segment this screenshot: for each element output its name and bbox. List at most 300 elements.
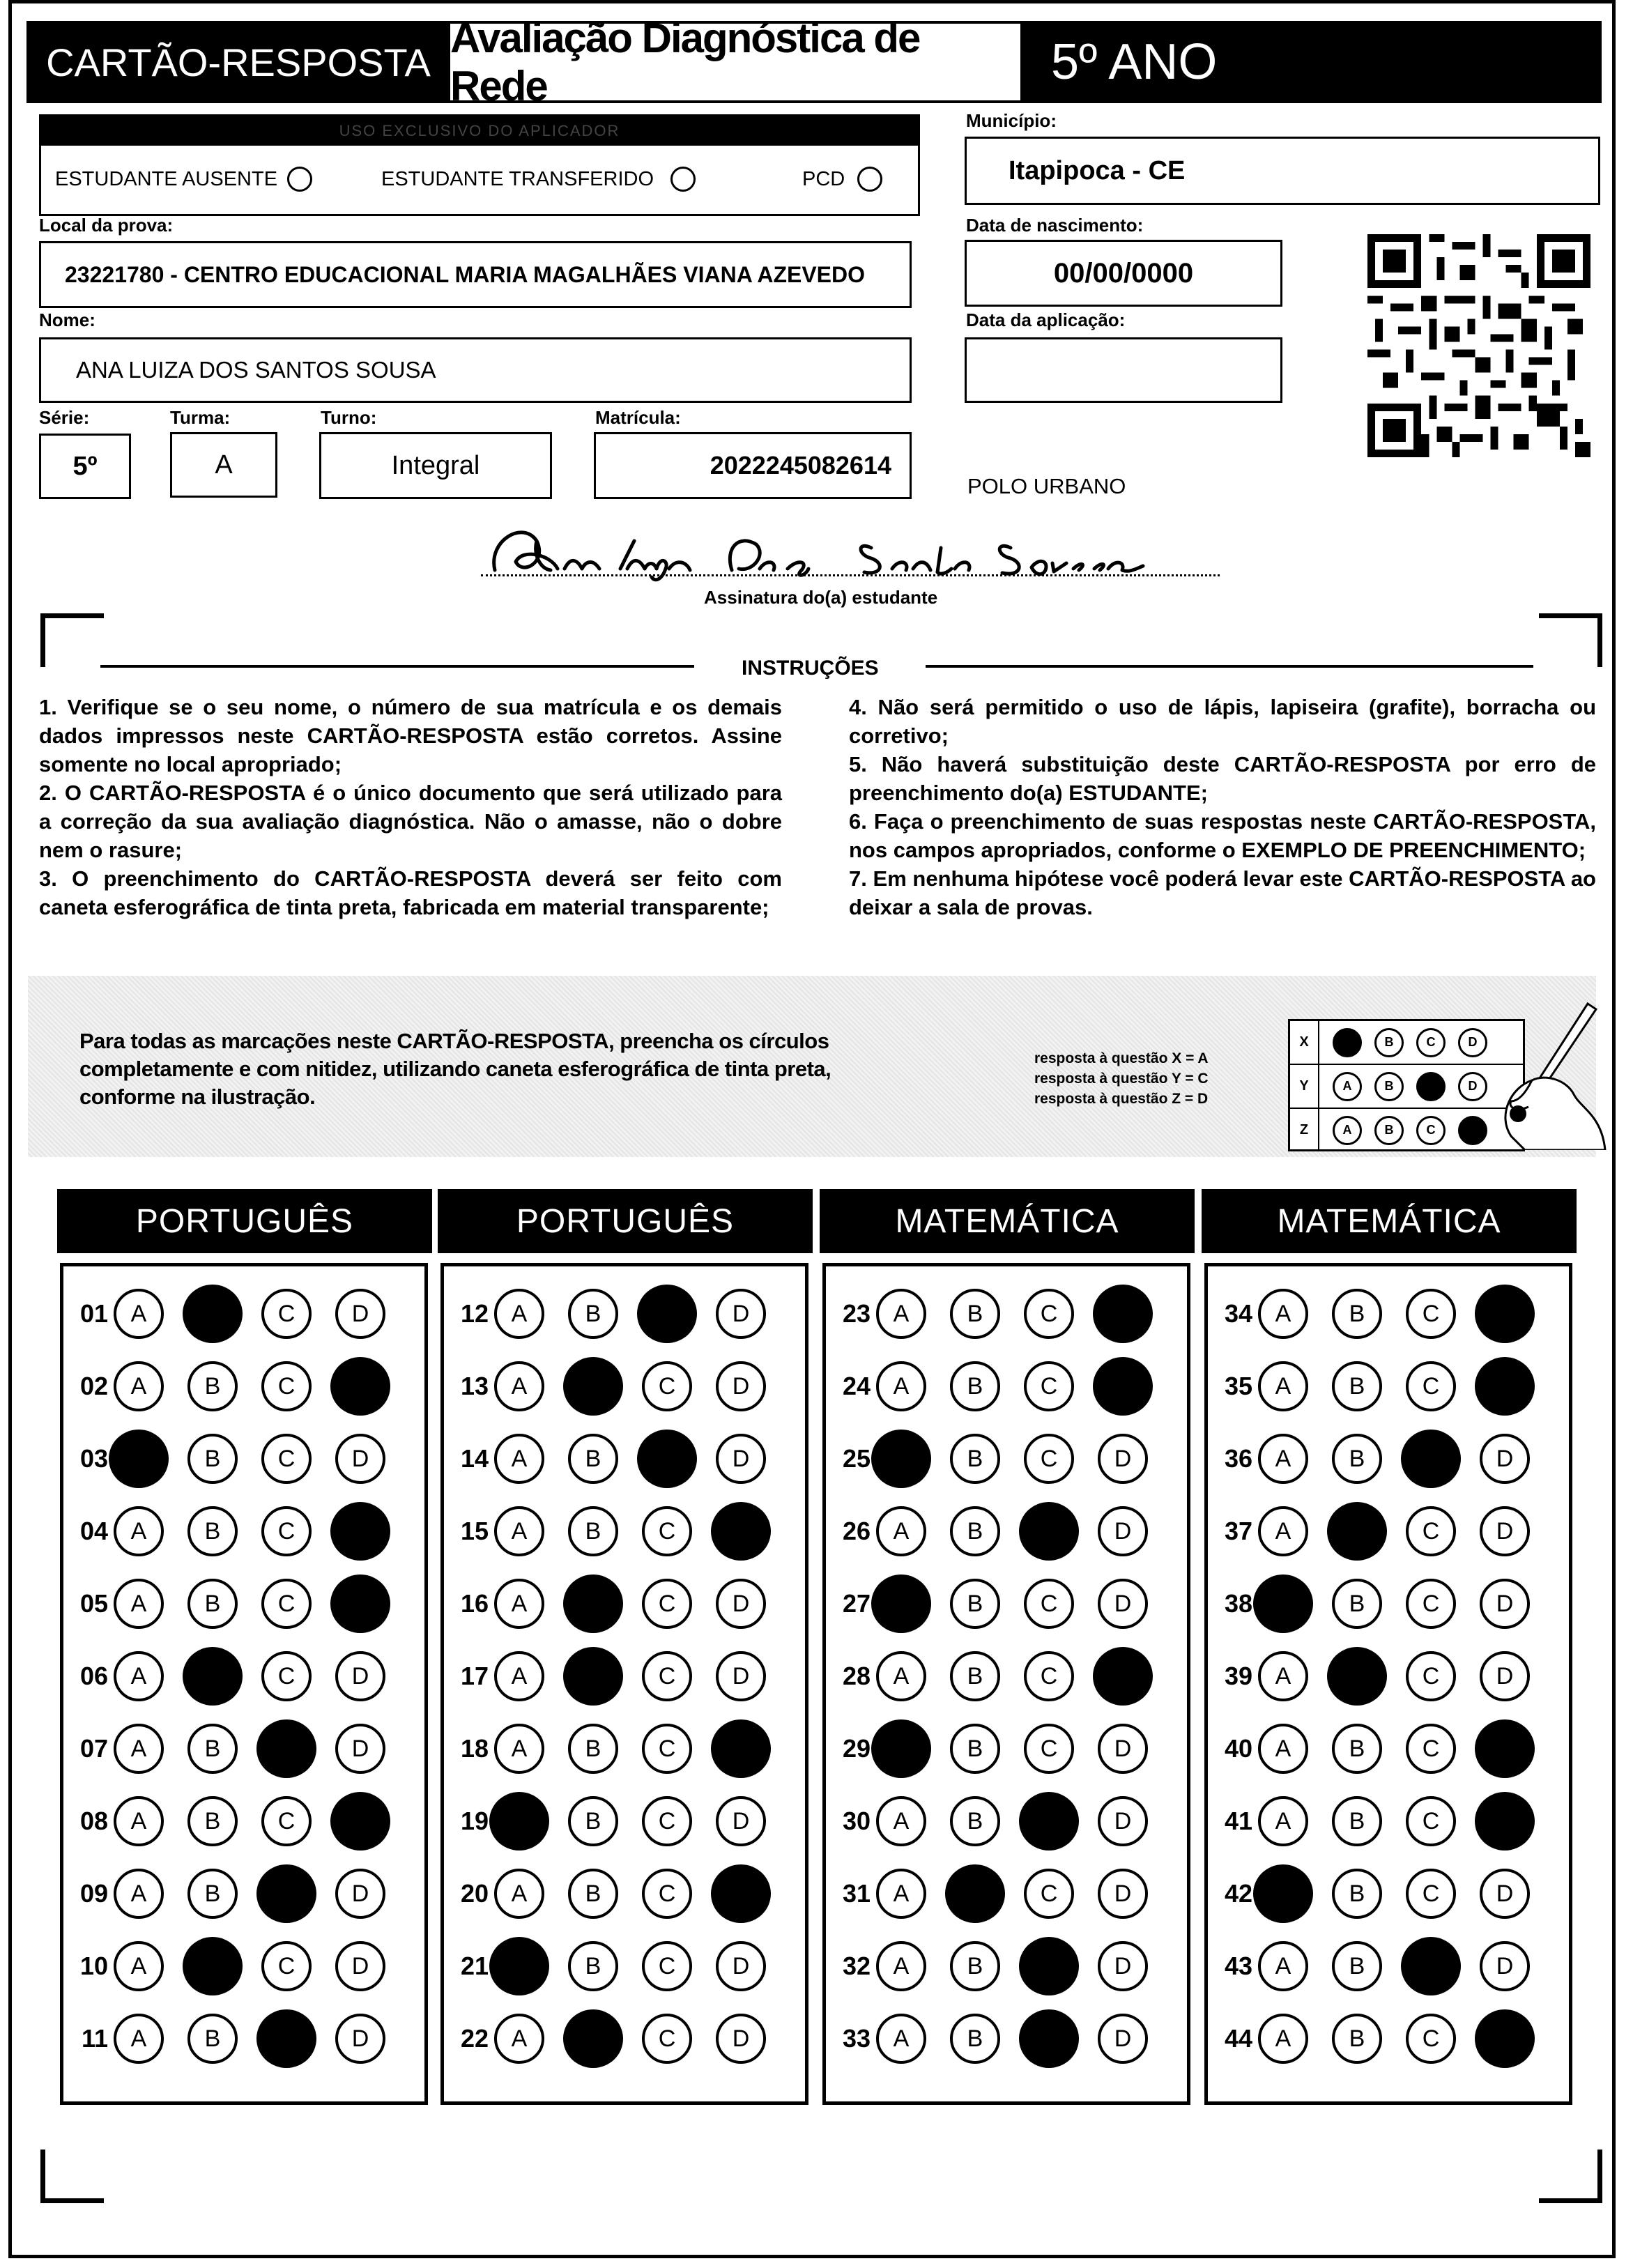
answer-bubble-b[interactable]: B (568, 1724, 618, 1774)
absent-checkbox[interactable] (287, 167, 312, 192)
question-row (1208, 1286, 1573, 1342)
turno-label: Turno: (321, 407, 377, 428)
answer-bubble-d[interactable]: D (716, 1651, 766, 1701)
signature-caption: Assinatura do(a) estudante (704, 587, 938, 608)
question-number: 35 (1224, 1372, 1252, 1400)
answer-bubble-d[interactable]: D (1098, 1506, 1148, 1556)
answer-bubble-c[interactable]: C (1406, 1289, 1456, 1339)
local-value: 23221780 - CENTRO EDUCACIONAL MARIA MAGALHÃES VIANA AZEVEDO (65, 261, 866, 287)
answer-bubble-d[interactable]: D (335, 1434, 385, 1484)
answer-bubble-a[interactable]: A (1258, 1434, 1308, 1484)
question-number: 02 (79, 1372, 108, 1400)
question-number: 24 (842, 1372, 871, 1400)
instruction-item: 7. Em nenhuma hipótese você poderá levar este CARTÃO-RESPOSTA ao deixar a sala de provas. (849, 866, 1596, 919)
answer-bubble-a[interactable]: A (876, 1289, 926, 1339)
local-field (39, 241, 912, 308)
answer-bubble-b[interactable]: B (563, 1647, 623, 1706)
question-number: 26 (842, 1517, 871, 1545)
answer-bubble-a[interactable]: A (489, 1937, 549, 1995)
question-number: 39 (1224, 1662, 1252, 1690)
question-number: 30 (842, 1807, 871, 1835)
transferred-label: ESTUDANTE TRANSFERIDO (381, 167, 654, 190)
card-label (26, 21, 450, 103)
turma-label: Turma: (170, 407, 231, 428)
answer-bubble-a[interactable]: A (876, 1506, 926, 1556)
instruction-item: 3. O preenchimento do CARTÃO-RESPOSTA deverá ser feito com caneta esferográfica de tinta preta, fabricada em material transparente; (39, 866, 782, 919)
question-number: 29 (842, 1734, 871, 1763)
answer-bubble-d[interactable]: D (335, 1651, 385, 1701)
turno-field (319, 432, 552, 499)
subject-header: MATEMÁTICA (820, 1189, 1195, 1253)
answer-bubble-c[interactable]: C (1024, 1361, 1074, 1411)
answer-bubble-c[interactable]: C (1406, 1579, 1456, 1629)
answer-bubble-b[interactable]: B (568, 1506, 618, 1556)
answer-bubble-d[interactable]: D (1475, 2009, 1535, 2068)
municipio-value: Itapipoca - CE (1009, 155, 1186, 185)
answer-bubble-c[interactable]: C (1401, 1430, 1461, 1488)
answer-bubble-a[interactable]: A (494, 1724, 544, 1774)
answer-bubble-d[interactable]: D (716, 1796, 766, 1846)
answer-bubble-b[interactable]: B (568, 1941, 618, 1991)
answer-bubble-a[interactable]: A (494, 2014, 544, 2064)
answer-bubble-c[interactable]: C (1019, 1502, 1079, 1561)
answer-bubble-d[interactable]: D (330, 1792, 390, 1851)
answer-bubble-d[interactable]: D (335, 1941, 385, 1991)
answer-bubble-b[interactable]: B (1332, 1941, 1382, 1991)
answer-bubble-d[interactable]: D (1480, 1506, 1530, 1556)
answer-bubble-d[interactable]: D (1098, 1434, 1148, 1484)
answer-bubble-d[interactable]: D (711, 1864, 771, 1923)
answer-bubble-b[interactable]: B (187, 2014, 238, 2064)
example-bubble: C (1416, 1028, 1446, 1057)
question-row (826, 2011, 1191, 2067)
example-bubble: C (1416, 1072, 1446, 1101)
answer-bubble-a[interactable]: A (109, 1430, 169, 1488)
answer-bubble-d[interactable]: D (1475, 1719, 1535, 1778)
answer-bubble-a[interactable]: A (1258, 1361, 1308, 1411)
answer-bubble-d[interactable]: D (1098, 1724, 1148, 1774)
answer-bubble-c[interactable]: C (1019, 1792, 1079, 1851)
example-bubble: A (1333, 1072, 1362, 1101)
answer-bubble-c[interactable]: C (1024, 1651, 1074, 1701)
question-row (1208, 1431, 1573, 1487)
answer-bubble-c[interactable]: C (637, 1285, 697, 1343)
answer-bubble-a[interactable]: A (871, 1574, 931, 1633)
answer-bubble-c[interactable]: C (642, 1869, 692, 1919)
answer-bubble-d[interactable]: D (1480, 1651, 1530, 1701)
question-number: 32 (842, 1952, 871, 1980)
answer-bubble-d[interactable]: D (1480, 1941, 1530, 1991)
question-row (826, 1793, 1191, 1849)
answer-bubble-b[interactable]: B (1332, 1434, 1382, 1484)
example-bubble: D (1458, 1116, 1487, 1145)
instruction-item: 6. Faça o preenchimento de suas respostas neste CARTÃO-RESPOSTA, nos campos apropriados, conforme o EXEMPLO DE PREENCHIMENTO; (849, 809, 1596, 862)
question-row (826, 1866, 1191, 1922)
answer-bubble-c[interactable]: C (1019, 2009, 1079, 2068)
question-number: 41 (1224, 1807, 1252, 1835)
answer-bubble-c[interactable]: C (256, 1719, 316, 1778)
answer-bubble-a[interactable]: A (114, 1506, 164, 1556)
answer-bubble-b[interactable]: B (568, 1434, 618, 1484)
answer-bubble-c[interactable]: C (1406, 1724, 1456, 1774)
answer-bubble-d[interactable]: D (716, 1361, 766, 1411)
answer-bubble-b[interactable]: B (1327, 1502, 1387, 1561)
question-number: 03 (79, 1444, 108, 1473)
answer-bubble-a[interactable]: A (1253, 1574, 1313, 1633)
answer-bubble-a[interactable]: A (871, 1430, 931, 1488)
question-number: 22 (460, 2024, 489, 2053)
answer-bubble-c[interactable]: C (642, 2014, 692, 2064)
turma-field (170, 432, 277, 498)
question-row (1208, 1938, 1573, 1994)
answer-bubble-b[interactable]: B (183, 1937, 243, 1995)
instruction-item: 2. O CARTÃO-RESPOSTA é o único documento que será utilizado para a correção da sua avaliação diagnóstica. Não o amasse, não o dobre nem o rasure; (39, 781, 782, 862)
turma-value: A (215, 450, 233, 480)
answer-bubble-a[interactable]: A (1258, 2014, 1308, 2064)
answer-bubble-b[interactable]: B (1332, 1579, 1382, 1629)
answer-bubble-b[interactable]: B (187, 1506, 238, 1556)
question-number: 40 (1224, 1734, 1252, 1763)
answer-bubble-c[interactable]: C (1019, 1937, 1079, 1995)
answer-bubble-c[interactable]: C (642, 1506, 692, 1556)
answer-bubble-d[interactable]: D (1093, 1285, 1153, 1343)
answer-bubble-b[interactable]: B (950, 1434, 1000, 1484)
question-row (826, 1938, 1191, 1994)
answer-bubble-d[interactable]: D (1475, 1792, 1535, 1851)
question-row (63, 2011, 429, 2067)
question-row (63, 1503, 429, 1559)
answer-bubble-d[interactable]: D (716, 1941, 766, 1991)
question-number: 25 (842, 1444, 871, 1473)
answer-bubble-a[interactable]: A (1258, 1506, 1308, 1556)
aplicacao-field (965, 337, 1282, 403)
question-row (444, 1793, 809, 1849)
answer-bubble-c[interactable]: C (1406, 1869, 1456, 1919)
answer-bubble-d[interactable]: D (711, 1719, 771, 1778)
answer-bubble-a[interactable]: A (876, 1651, 926, 1701)
answer-bubble-a[interactable]: A (494, 1361, 544, 1411)
answer-bubble-a[interactable]: A (1258, 1651, 1308, 1701)
nome-label: Nome: (39, 309, 95, 330)
aplicacao-label: Data da aplicação: (966, 309, 1126, 330)
answer-bubble-b[interactable]: B (1332, 1361, 1382, 1411)
pcd-checkbox[interactable] (857, 167, 882, 192)
question-number: 01 (79, 1299, 108, 1328)
question-row (63, 1431, 429, 1487)
question-number: 12 (460, 1299, 489, 1328)
answer-bubble-b[interactable]: B (950, 1506, 1000, 1556)
answer-bubble-c[interactable]: C (642, 1941, 692, 1991)
example-text: Para todas as marcações neste CARTÃO-RESPOSTA, preencha os círculos completamente e com nitidez, utilizando caneta esferográfica de tinta preta, conforme na ilustração. (79, 1029, 831, 1109)
applicator-box (39, 114, 920, 216)
answer-bubble-b[interactable]: B (1327, 1647, 1387, 1706)
answer-bubble-c[interactable]: C (261, 1361, 312, 1411)
answer-bubble-b[interactable]: B (1332, 2014, 1382, 2064)
answer-bubble-a[interactable]: A (114, 1289, 164, 1339)
answer-bubble-c[interactable]: C (642, 1651, 692, 1701)
serie-field (39, 434, 131, 499)
answer-bubble-d[interactable]: D (1098, 2014, 1148, 2064)
answer-bubble-d[interactable]: D (330, 1357, 390, 1416)
example-legend-item: resposta à questão Z = D (1034, 1091, 1209, 1107)
answer-bubble-c[interactable]: C (261, 1289, 312, 1339)
question-number: 36 (1224, 1444, 1252, 1473)
answer-bubble-b[interactable]: B (187, 1579, 238, 1629)
answer-bubble-a[interactable]: A (489, 1792, 549, 1851)
question-row (63, 1286, 429, 1342)
answer-bubble-d[interactable]: D (335, 1289, 385, 1339)
answer-bubble-d[interactable]: D (1098, 1941, 1148, 1991)
answer-bubble-d[interactable]: D (1098, 1579, 1148, 1629)
turno-value: Integral (391, 450, 480, 480)
answer-bubble-c[interactable]: C (261, 1506, 312, 1556)
answer-bubble-b[interactable]: B (950, 1361, 1000, 1411)
answer-bubble-a[interactable]: A (494, 1289, 544, 1339)
question-row (444, 1286, 809, 1342)
question-row (63, 1358, 429, 1414)
question-row (444, 2011, 809, 2067)
answer-bubble-a[interactable]: A (494, 1434, 544, 1484)
answer-bubble-d[interactable]: D (716, 1579, 766, 1629)
answer-bubble-c[interactable]: C (637, 1430, 697, 1488)
answer-bubble-d[interactable]: D (1480, 1869, 1530, 1919)
answer-bubble-a[interactable]: A (1258, 1724, 1308, 1774)
question-row (1208, 1648, 1573, 1704)
answer-bubble-a[interactable]: A (1253, 1864, 1313, 1923)
answer-bubble-a[interactable]: A (876, 1796, 926, 1846)
answer-bubble-c[interactable]: C (261, 1941, 312, 1991)
question-number: 17 (460, 1662, 489, 1690)
answer-bubble-d[interactable]: D (335, 1869, 385, 1919)
answer-bubble-b[interactable]: B (950, 1724, 1000, 1774)
qr-code-graphic (1367, 234, 1590, 457)
answer-bubble-a[interactable]: A (494, 1506, 544, 1556)
answer-bubble-b[interactable]: B (950, 1289, 1000, 1339)
answer-bubble-a[interactable]: A (114, 1796, 164, 1846)
question-number: 18 (460, 1734, 489, 1763)
answer-bubble-c[interactable]: C (261, 1796, 312, 1846)
answer-bubble-b[interactable]: B (950, 1651, 1000, 1701)
answer-bubble-b[interactable]: B (568, 1289, 618, 1339)
local-label: Local da prova: (39, 215, 174, 236)
answer-bubble-a[interactable]: A (876, 1361, 926, 1411)
answer-bubble-a[interactable]: A (494, 1869, 544, 1919)
answer-bubble-a[interactable]: A (494, 1579, 544, 1629)
answer-bubble-d[interactable]: D (1098, 1796, 1148, 1846)
subject-header: MATEMÁTICA (1202, 1189, 1577, 1253)
question-row (63, 1576, 429, 1632)
answer-bubble-a[interactable]: A (114, 1651, 164, 1701)
example-row-label: Y (1290, 1065, 1319, 1108)
question-row (1208, 1721, 1573, 1777)
answer-bubble-b[interactable]: B (183, 1285, 243, 1343)
answer-bubble-b[interactable]: B (187, 1724, 238, 1774)
answer-bubble-a[interactable]: A (114, 1361, 164, 1411)
question-number: 14 (460, 1444, 489, 1473)
answer-bubble-a[interactable]: A (876, 2014, 926, 2064)
pcd-label: PCD (802, 167, 845, 190)
answer-bubble-a[interactable]: A (114, 1941, 164, 1991)
answer-bubble-b[interactable]: B (950, 1796, 1000, 1846)
answer-bubble-c[interactable]: C (1024, 1869, 1074, 1919)
answer-bubble-d[interactable]: D (1093, 1357, 1153, 1416)
answer-bubble-c[interactable]: C (642, 1796, 692, 1846)
exam-title (450, 15, 1020, 109)
answer-bubble-d[interactable]: D (1475, 1285, 1535, 1343)
answer-bubble-b[interactable]: B (950, 1579, 1000, 1629)
answer-bubble-d[interactable]: D (335, 1724, 385, 1774)
answer-bubble-c[interactable]: C (1406, 1651, 1456, 1701)
answer-bubble-d[interactable]: D (716, 1434, 766, 1484)
municipio-label: Município: (966, 110, 1057, 131)
question-row (444, 1503, 809, 1559)
nome-field (39, 337, 912, 403)
answer-bubble-a[interactable]: A (494, 1651, 544, 1701)
question-row (444, 1648, 809, 1704)
answer-bubble-a[interactable]: A (876, 1941, 926, 1991)
example-bubble: B (1374, 1072, 1404, 1101)
question-row (444, 1576, 809, 1632)
answer-bubble-c[interactable]: C (642, 1361, 692, 1411)
question-row (1208, 1358, 1573, 1414)
answer-bubble-c[interactable]: C (1024, 1289, 1074, 1339)
answer-bubble-b[interactable]: B (1332, 1796, 1382, 1846)
example-bubble: D (1458, 1028, 1487, 1057)
question-row (826, 1358, 1191, 1414)
answer-bubble-c[interactable]: C (1024, 1434, 1074, 1484)
question-row (1208, 2011, 1573, 2067)
answer-bubble-d[interactable]: D (716, 2014, 766, 2064)
question-row (1208, 1576, 1573, 1632)
answer-bubble-c[interactable]: C (256, 2009, 316, 2068)
answer-bubble-a[interactable]: A (114, 2014, 164, 2064)
answer-bubble-a[interactable]: A (114, 1869, 164, 1919)
answer-bubble-a[interactable]: A (876, 1869, 926, 1919)
answer-bubble-d[interactable]: D (1093, 1647, 1153, 1706)
question-row (826, 1576, 1191, 1632)
example-legend-item: resposta à questão X = A (1034, 1050, 1209, 1066)
answer-bubble-b[interactable]: B (950, 1941, 1000, 1991)
answer-bubble-b[interactable]: B (568, 1869, 618, 1919)
answer-bubble-c[interactable]: C (1406, 1361, 1456, 1411)
answer-bubble-a[interactable]: A (1258, 1289, 1308, 1339)
answer-bubble-d[interactable]: D (330, 1502, 390, 1561)
question-number: 33 (842, 2024, 871, 2053)
answer-bubble-c[interactable]: C (261, 1579, 312, 1629)
answer-bubble-a[interactable]: A (1258, 1796, 1308, 1846)
corner-mark-bottom-left (40, 2150, 104, 2203)
answer-bubble-c[interactable]: C (1406, 1796, 1456, 1846)
answer-bubble-c[interactable]: C (1024, 1579, 1074, 1629)
answer-bubble-b[interactable]: B (187, 1434, 238, 1484)
subject-header: PORTUGUÊS (438, 1189, 813, 1253)
answer-bubble-d[interactable]: D (1480, 1434, 1530, 1484)
answer-bubble-b[interactable]: B (1332, 1724, 1382, 1774)
answer-bubble-c[interactable]: C (261, 1651, 312, 1701)
question-number: 07 (79, 1734, 108, 1763)
answer-bubble-d[interactable]: D (1480, 1579, 1530, 1629)
answer-bubble-a[interactable]: A (114, 1724, 164, 1774)
example-band (28, 976, 1596, 1157)
answer-bubble-c[interactable]: C (1406, 2014, 1456, 2064)
answer-bubble-b[interactable]: B (950, 2014, 1000, 2064)
nome-value: ANA LUIZA DOS SANTOS SOUSA (76, 357, 436, 383)
answer-column-box (1204, 1263, 1572, 2105)
answer-bubble-d[interactable]: D (716, 1289, 766, 1339)
question-row (63, 1793, 429, 1849)
example-row-label: Z (1290, 1109, 1319, 1151)
answer-bubble-d[interactable]: D (711, 1502, 771, 1561)
answer-bubble-d[interactable]: D (1475, 1357, 1535, 1416)
answer-bubble-c[interactable]: C (1024, 1724, 1074, 1774)
question-number: 10 (79, 1952, 108, 1980)
answer-bubble-c[interactable]: C (256, 1864, 316, 1923)
answer-bubble-b[interactable]: B (563, 1574, 623, 1633)
grade-title (1020, 21, 1602, 103)
instructions-right (849, 693, 1596, 921)
answer-bubble-a[interactable]: A (114, 1579, 164, 1629)
answer-bubble-c[interactable]: C (1401, 1937, 1461, 1995)
instruction-item: 5. Não haverá substituição deste CARTÃO-RESPOSTA por erro de preenchimento do(a) ESTUDANTE; (849, 752, 1596, 805)
example-bubble: C (1416, 1116, 1446, 1145)
serie-label: Série: (39, 407, 90, 428)
question-row (444, 1866, 809, 1922)
question-number: 27 (842, 1589, 871, 1618)
answer-bubble-d[interactable]: D (330, 1574, 390, 1633)
example-legend (1034, 1048, 1209, 1109)
answer-bubble-a[interactable]: A (871, 1719, 931, 1778)
nascimento-field (965, 240, 1282, 307)
example-bubble: D (1458, 1072, 1487, 1101)
answer-bubble-b[interactable]: B (563, 2009, 623, 2068)
answer-bubble-b[interactable]: B (1332, 1289, 1382, 1339)
answer-bubble-c[interactable]: C (261, 1434, 312, 1484)
answer-bubble-c[interactable]: C (1406, 1506, 1456, 1556)
instructions-rule-left (100, 665, 694, 668)
question-number: 34 (1224, 1299, 1252, 1328)
instructions-left (39, 693, 782, 921)
answer-bubble-a[interactable]: A (1258, 1941, 1308, 1991)
question-row (826, 1648, 1191, 1704)
question-number: 38 (1224, 1589, 1252, 1618)
answer-bubble-d[interactable]: D (1098, 1869, 1148, 1919)
question-row (63, 1938, 429, 1994)
answer-bubble-c[interactable]: C (642, 1579, 692, 1629)
answer-bubble-b[interactable]: B (568, 1796, 618, 1846)
answer-bubble-b[interactable]: B (1332, 1869, 1382, 1919)
answer-bubble-b[interactable]: B (945, 1864, 1005, 1923)
question-row (444, 1358, 809, 1414)
answer-bubble-b[interactable]: B (187, 1869, 238, 1919)
answer-bubble-d[interactable]: D (335, 2014, 385, 2064)
question-row (1208, 1866, 1573, 1922)
question-number: 23 (842, 1299, 871, 1328)
transferred-checkbox[interactable] (670, 167, 696, 192)
question-number: 20 (460, 1879, 489, 1908)
question-number: 19 (460, 1807, 489, 1835)
instructions-rule-right (926, 665, 1533, 668)
answer-bubble-b[interactable]: B (563, 1357, 623, 1416)
signature-area (481, 513, 1220, 583)
answer-bubble-b[interactable]: B (187, 1361, 238, 1411)
answer-bubble-b[interactable]: B (183, 1647, 243, 1706)
answer-bubble-b[interactable]: B (187, 1796, 238, 1846)
answer-bubble-c[interactable]: C (642, 1724, 692, 1774)
question-number: 11 (81, 2024, 108, 2053)
question-row (444, 1721, 809, 1777)
answer-column-box (60, 1263, 428, 2105)
card-label-text: CARTÃO-RESPOSTA (46, 40, 431, 84)
